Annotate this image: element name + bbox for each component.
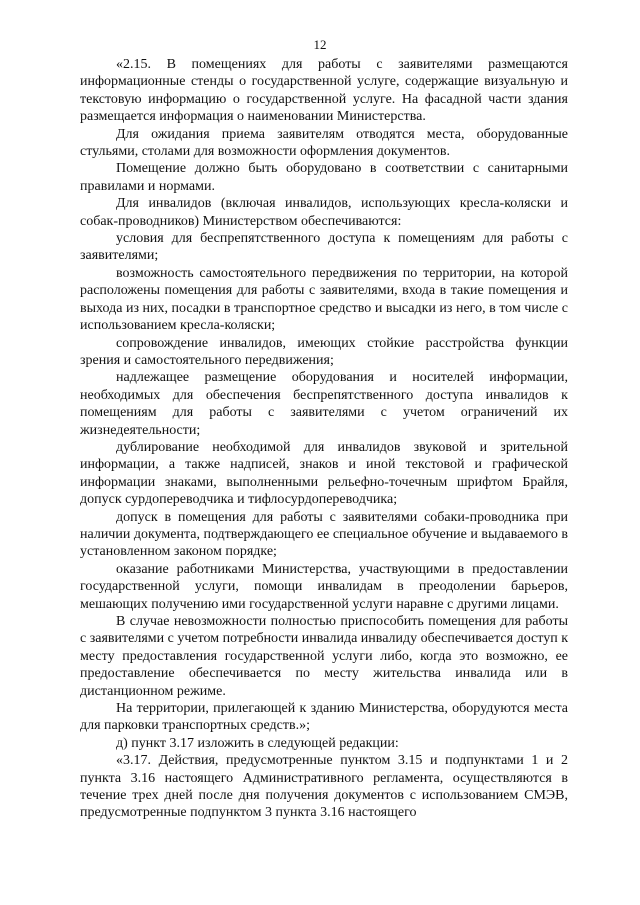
paragraph-amendment-3-17: д) пункт 3.17 изложить в следующей редакции: [116, 735, 399, 751]
paragraph-impossibility: В случае невозможности полностью приспособить помещения для работы с заявителями с учетом потребности инвалида инвалиду обеспечивается доступ к месту предоставления государственной услуги либо, когда это возможно, ее предоставление обеспечивается по месту жительства инвалида или в дистанционном режиме. [80, 614, 568, 699]
document-body [80, 56, 568, 822]
list-item-movement: возможность самостоятельного передвижения по территории, на которой расположены помещения для работы с заявителями, входа в такие помещения и выхода из них, посадки в транспортное средство и высадки из него, в том числе с использованием кресла-коляски; [80, 265, 568, 334]
page-number: 12 [313, 37, 327, 52]
paragraph-parking: На территории, прилегающей к зданию Министерства, оборудуются места для парковки транспортных средств.»; [80, 701, 568, 734]
paragraph-2-15: «2.15. В помещениях для работы с заявителями размещаются информационные стенды о государственной услуге, содержащие визуальную и текстовую информацию о государственной услуге. На фасадной части здания размещается информация о наименовании Министерства. [80, 57, 568, 125]
list-item-staff-assistance: оказание работниками Министерства, участвующими в предоставлении государственной услуги, помощи инвалидам в преодолении барьеров, мешающих получению ими государственной услуги наравне с другими лицами. [80, 561, 568, 612]
list-item-escort: сопровождение инвалидов, имеющих стойкие расстройства функции зрения и самостоятельного передвижения; [80, 335, 568, 368]
paragraph-3-17: «3.17. Действия, предусмотренные пунктом 3.15 и подпунктами 1 и 2 пункта 3.16 настоящего Административного регламента, осуществляются в течение трех дней после дня получения документов с использованием СМЭВ, предусмотренные подпунктом 3 пункта 3.16 настоящего [80, 753, 568, 821]
list-item-guide-dog: допуск в помещения для работы с заявителями собаки-проводника при наличии документа, подтверждающего ее специальное обучение и выдаваемого в установленном законом порядке; [80, 509, 568, 560]
paragraph-waiting-places: Для ожидания приема заявителям отводятся места, оборудованные стульями, столами для возможности оформления документов. [80, 126, 568, 160]
list-item-equipment-placement: надлежащее размещение оборудования и носителей информации, необходимых для обеспечения беспрепятственного доступа инвалидов к помещениям для работы с заявителями с учетом ограничений их жизнедеятельности; [80, 370, 568, 438]
list-item-access-conditions: условия для беспрепятственного доступа к помещениям для работы с заявителями; [80, 231, 568, 264]
paragraph-disabled-intro: Для инвалидов (включая инвалидов, использующих кресла-коляски и собак-проводников) Министерством обеспечиваются: [80, 196, 568, 229]
list-item-duplication: дублирование необходимой для инвалидов звуковой и зрительной информации, а также надписей, знаков и иной текстовой и графической информации знаками, выполненными рельефно-точечным шрифтом Брайля, допуск сурдопереводчика и тифлосурдопереводчика; [80, 439, 568, 508]
paragraph-sanitary-rules: Помещение должно быть оборудовано в соответствии с санитарными правилами и нормами. [80, 161, 568, 194]
